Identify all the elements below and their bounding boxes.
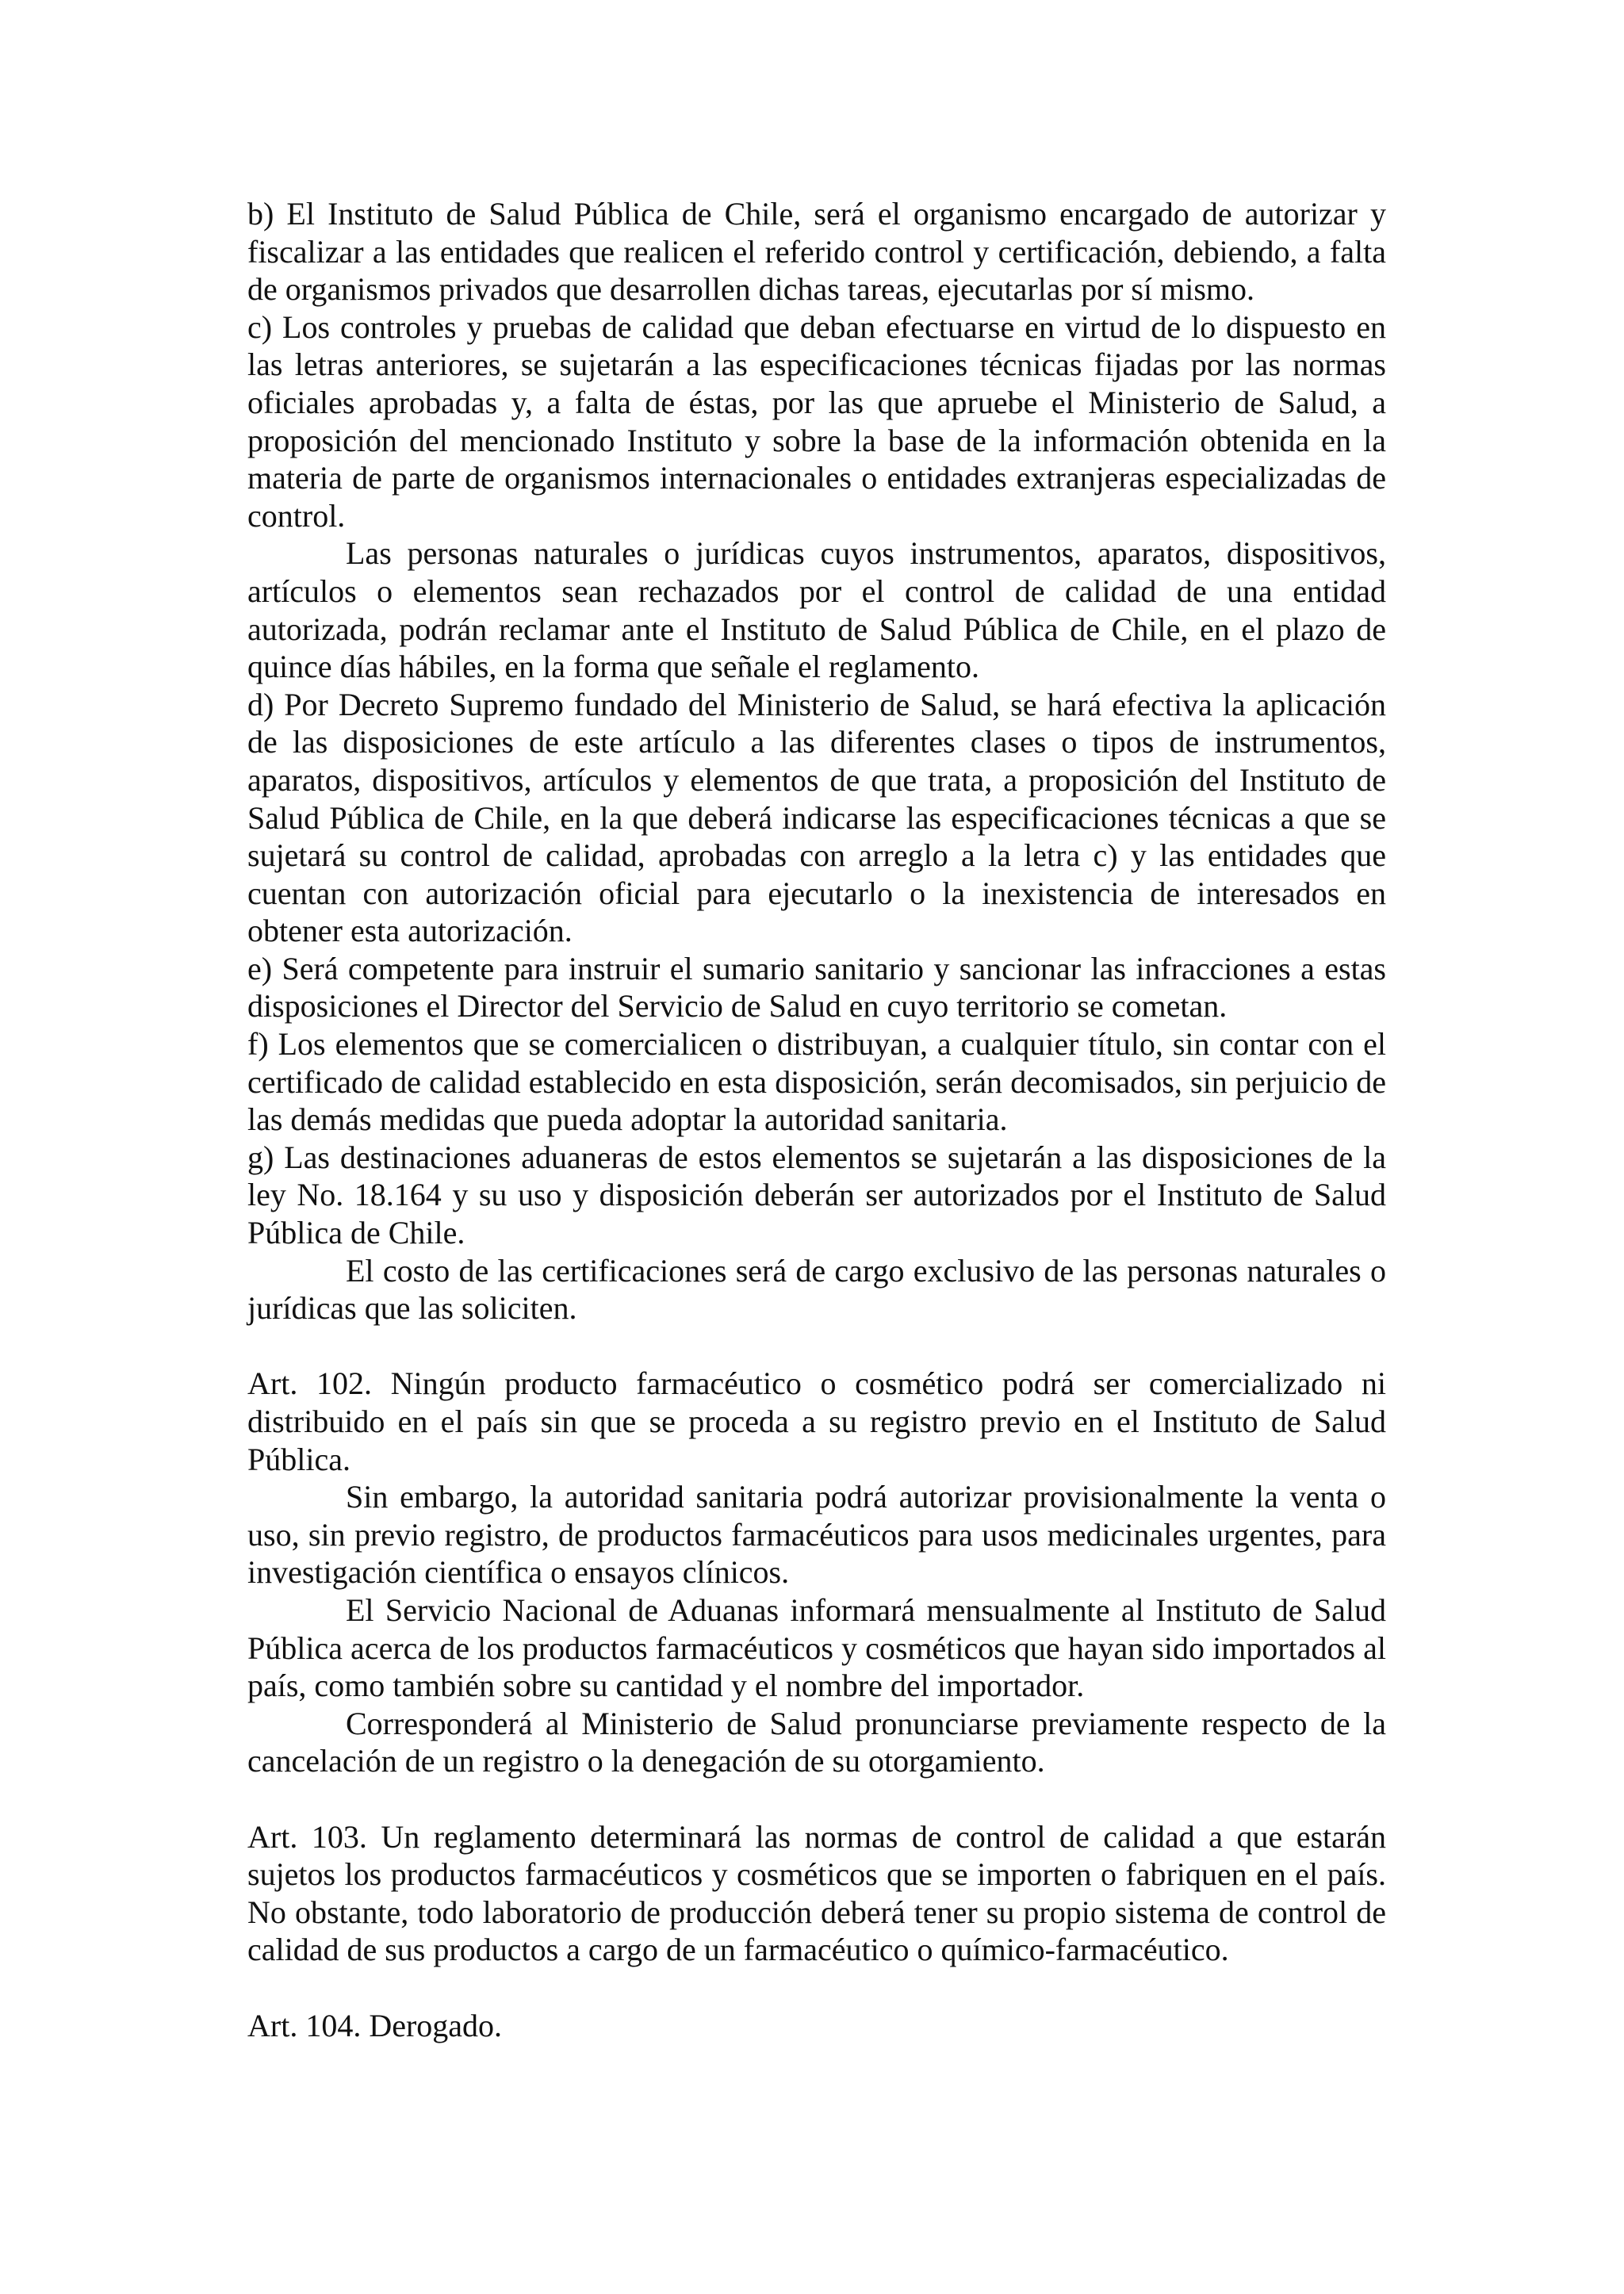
paragraph-art-102-ministry: Corresponderá al Ministerio de Salud pronunciarse previamente respecto de la cancelación de un registro o la denegación de su otorgamiento. [247, 1705, 1386, 1779]
section-gap [247, 1969, 1386, 2007]
paragraph-art-103: Art. 103. Un reglamento determinará las normas de control de calidad a que estarán sujetos los productos farmacéuticos y cosméticos que se importen o fabriquen en el país. No obstante, todo laboratorio de producción deberá tener su propio sistema de control de calidad de sus productos a cargo de un farmacéutico o químico-farmacéutico. [247, 1818, 1386, 1968]
paragraph-certification-cost: El costo de las certificaciones será de cargo exclusivo de las personas naturales o jurídicas que las soliciten. [247, 1252, 1386, 1327]
paragraph-art-102: Art. 102. Ningún producto farmacéutico o cosmético podrá ser comercializado ni distribuido en el país sin que se proceda a su registro previo en el Instituto de Salud Pública. [247, 1365, 1386, 1477]
paragraph-item-e: e) Será competente para instruir el sumario sanitario y sancionar las infracciones a estas disposiciones el Director del Servicio de Salud en cuyo territorio se cometan. [247, 950, 1386, 1024]
section-gap [247, 1327, 1386, 1365]
paragraph-art-104: Art. 104. Derogado. [247, 2007, 503, 2043]
section-gap [247, 1780, 1386, 1818]
paragraph-reclamation: Las personas naturales o jurídicas cuyos instrumentos, aparatos, dispositivos, artículos o elementos sean rechazados por el control de calidad de una entidad autorizada, podrán reclamar ante el Instituto de Salud Pública de Chile, en el plazo de quince días hábiles, en la forma que señale el reglamento. [247, 535, 1386, 685]
paragraph-item-f: f) Los elementos que se comercialicen o distribuyan, a cualquier título, sin contar con el certificado de calidad establecido en esta disposición, serán decomisados, sin perjuicio de las demás medidas que pueda adoptar la autoridad sanitaria. [247, 1026, 1386, 1138]
paragraph-art-102-provisional: Sin embargo, la autoridad sanitaria podrá autorizar provisionalmente la venta o uso, sin previo registro, de productos farmacéuticos para usos medicinales urgentes, para investigación científica o ensayos clínicos. [247, 1479, 1386, 1591]
paragraph-item-g: g) Las destinaciones aduaneras de estos elementos se sujetarán a las disposiciones de la ley No. 18.164 y su uso y disposición deberán ser autorizados por el Instituto de Salud Pública de Chile. [247, 1139, 1386, 1251]
paragraph-item-b: b) El Instituto de Salud Pública de Chile, será el organismo encargado de autorizar y fiscalizar a las entidades que realicen el referido control y certificación, debiendo, a falta de organismos privados que desarrollen dichas tareas, ejecutarlas por sí mismo. [247, 196, 1386, 308]
paragraph-item-c: c) Los controles y pruebas de calidad que deban efectuarse en virtud de lo dispuesto en las letras anteriores, se sujetarán a las especificaciones técnicas fijadas por las normas oficiales aprobadas y, a falta de éstas, por las que apruebe el Ministerio de Salud, a proposición del mencionado Instituto y sobre la base de la información obtenida en la materia de parte de organismos internacionales o entidades extranjeras especializadas de control. [247, 308, 1386, 534]
paragraph-art-102-customs: El Servicio Nacional de Aduanas informará mensualmente al Instituto de Salud Pública acerca de los productos farmacéuticos y cosméticos que hayan sido importados al país, como también sobre su cantidad y el nombre del importador. [247, 1591, 1386, 1704]
document-body [247, 195, 1386, 2044]
paragraph-item-d: d) Por Decreto Supremo fundado del Ministerio de Salud, se hará efectiva la aplicación de las disposiciones de este artículo a las diferentes clases o tipos de instrumentos, aparatos, dispositivos, artículos y elementos de que trata, a proposición del Instituto de Salud Pública de Chile, en la que deberá indicarse las especificaciones técnicas a que se sujetará su control de calidad, aprobadas con arreglo a la letra c) y las entidades que cuentan con autorización oficial para ejecutarlo o la inexistencia de interesados en obtener esta autorización. [247, 686, 1386, 949]
